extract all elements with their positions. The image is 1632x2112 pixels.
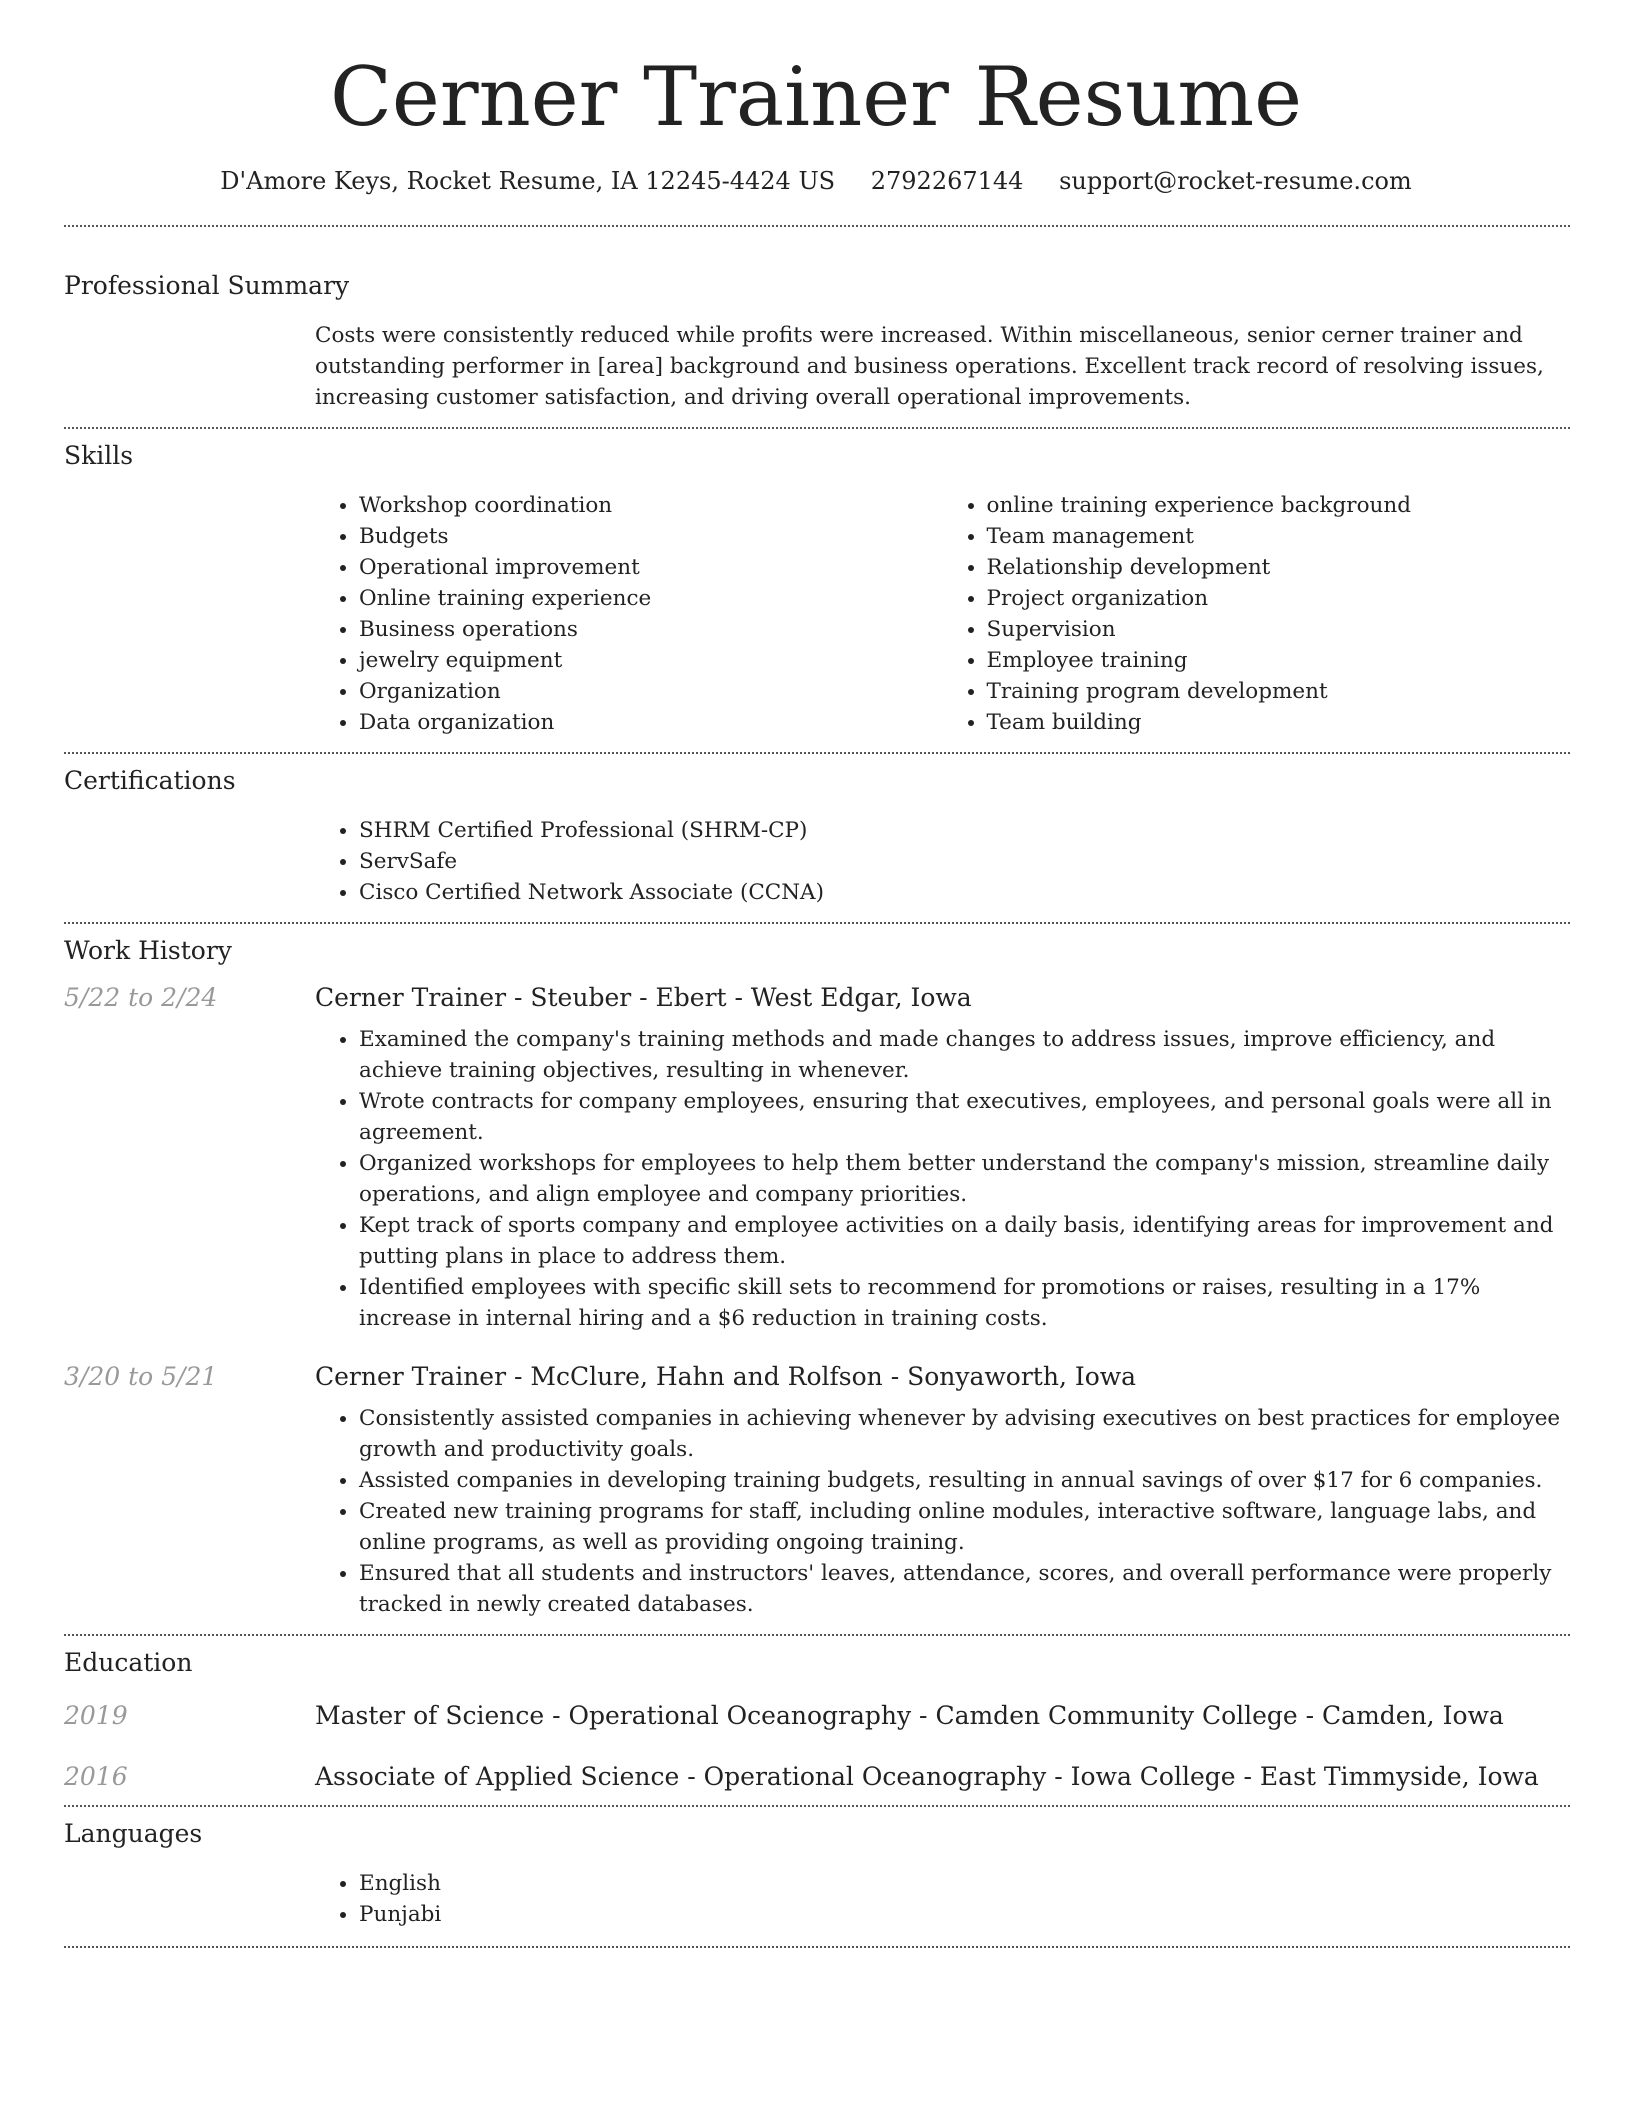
- list-item: • Budgets: [359, 521, 943, 552]
- job-title: Cerner Trainer - Steuber - Ebert - West Edgar, Iowa: [315, 983, 972, 1013]
- summary-section: [64, 271, 1570, 413]
- certifications-section: [64, 766, 1570, 908]
- list-item: • online training experience background: [987, 490, 1571, 521]
- list-item: • Project organization: [987, 583, 1571, 614]
- divider: [64, 427, 1570, 429]
- languages-list: [315, 1868, 1570, 1930]
- list-item: • Business operations: [359, 614, 943, 645]
- section-heading: Certifications: [64, 766, 236, 796]
- education-entry: [64, 1762, 1570, 1791]
- certifications-list: [315, 815, 1570, 908]
- list-item: • Workshop coordination: [359, 490, 943, 521]
- section-heading: Education: [64, 1648, 193, 1678]
- education-text: Associate of Applied Science - Operational Oceanography - Iowa College - East Timmyside, Iowa: [315, 1762, 1539, 1792]
- contact-line: [0, 167, 1632, 195]
- section-heading: Skills: [64, 441, 134, 471]
- divider: [64, 922, 1570, 924]
- phone: 2792267144: [870, 167, 1024, 196]
- divider: [64, 1634, 1570, 1636]
- list-item: • Created new training programs for staff, including online modules, interactive software, language labs, and online programs, as well as providing ongoing training.: [359, 1496, 1570, 1558]
- skills-grid: [315, 490, 1570, 738]
- list-item: • Organized workshops for employees to help them better understand the company's mission, streamline daily operations, and align employee and company priorities.: [359, 1148, 1570, 1210]
- education-text: Master of Science - Operational Oceanography - Camden Community College - Camden, Iowa: [315, 1701, 1504, 1731]
- education-year: 2019: [64, 1701, 128, 1731]
- list-item: • Relationship development: [987, 552, 1571, 583]
- education-section: [64, 1648, 1570, 1791]
- list-item: • Identified employees with specific skill sets to recommend for promotions or raises, resulting in a 17% increase in internal hiring and a $6 reduction in training costs.: [359, 1272, 1570, 1334]
- job-title: Cerner Trainer - McClure, Hahn and Rolfson - Sonyaworth, Iowa: [315, 1362, 1137, 1392]
- list-item: • Team management: [987, 521, 1571, 552]
- list-item: • ServSafe: [359, 846, 1570, 877]
- list-item: • Organization: [359, 676, 943, 707]
- list-item: • SHRM Certified Professional (SHRM-CP): [359, 815, 1570, 846]
- address: D'Amore Keys, Rocket Resume, IA 12245-4424 US: [220, 167, 836, 196]
- list-item: • Assisted companies in developing training budgets, resulting in annual savings of over $17 for 6 companies.: [359, 1465, 1570, 1496]
- job-dates: 3/20 to 5/21: [64, 1362, 218, 1392]
- section-heading: Professional Summary: [64, 271, 350, 301]
- email: support@rocket-resume.com: [1059, 167, 1412, 196]
- list-item: • Kept track of sports company and employee activities on a daily basis, identifying areas for improvement and putting plans in place to address them.: [359, 1210, 1570, 1272]
- list-item: • Training program development: [987, 676, 1571, 707]
- section-heading: Work History: [64, 936, 232, 966]
- job-dates: 5/22 to 2/24: [64, 983, 218, 1013]
- list-item: • Operational improvement: [359, 552, 943, 583]
- list-item: • Team building: [987, 707, 1571, 738]
- education-entry: [64, 1701, 1570, 1730]
- job-bullets: [315, 1403, 1570, 1620]
- job-entry: [64, 1362, 1570, 1620]
- list-item: • Online training experience: [359, 583, 943, 614]
- divider: [64, 1805, 1570, 1807]
- education-year: 2016: [64, 1762, 128, 1792]
- divider: [64, 225, 1570, 227]
- job-bullets: [315, 1024, 1570, 1334]
- skills-list-left: [315, 490, 943, 738]
- list-item: • English: [359, 1868, 1570, 1899]
- languages-section: [64, 1819, 1570, 1930]
- list-item: • Consistently assisted companies in achieving whenever by advising executives on best practices for employee growth and productivity goals.: [359, 1403, 1570, 1465]
- list-item: • jewelry equipment: [359, 645, 943, 676]
- list-item: • Employee training: [987, 645, 1571, 676]
- summary-text: Costs were consistently reduced while profits were increased. Within miscellaneous, senior cerner trainer and outstanding performer in [area] background and business operations. Excellent track record of resolving issues, increasing customer satisfaction, and driving overall operational improvements.: [315, 323, 1544, 411]
- list-item: • Ensured that all students and instructors' leaves, attendance, scores, and overall performance were properly tracked in newly created databases.: [359, 1558, 1570, 1620]
- job-entry: [64, 983, 1570, 1334]
- list-item: • Cisco Certified Network Associate (CCNA): [359, 877, 1570, 908]
- divider: [64, 752, 1570, 754]
- list-item: • Supervision: [987, 614, 1571, 645]
- divider: [64, 1946, 1570, 1948]
- skills-list-right: [943, 490, 1571, 738]
- section-heading: Languages: [64, 1819, 203, 1849]
- work-history-section: [64, 936, 1570, 1620]
- list-item: • Punjabi: [359, 1899, 1570, 1930]
- page-title: Cerner Trainer Resume: [329, 51, 1303, 145]
- list-item: • Data organization: [359, 707, 943, 738]
- skills-section: [64, 441, 1570, 738]
- list-item: • Wrote contracts for company employees, ensuring that executives, employees, and personal goals were all in agreement.: [359, 1086, 1570, 1148]
- list-item: • Examined the company's training methods and made changes to address issues, improve efficiency, and achieve training objectives, resulting in whenever.: [359, 1024, 1570, 1086]
